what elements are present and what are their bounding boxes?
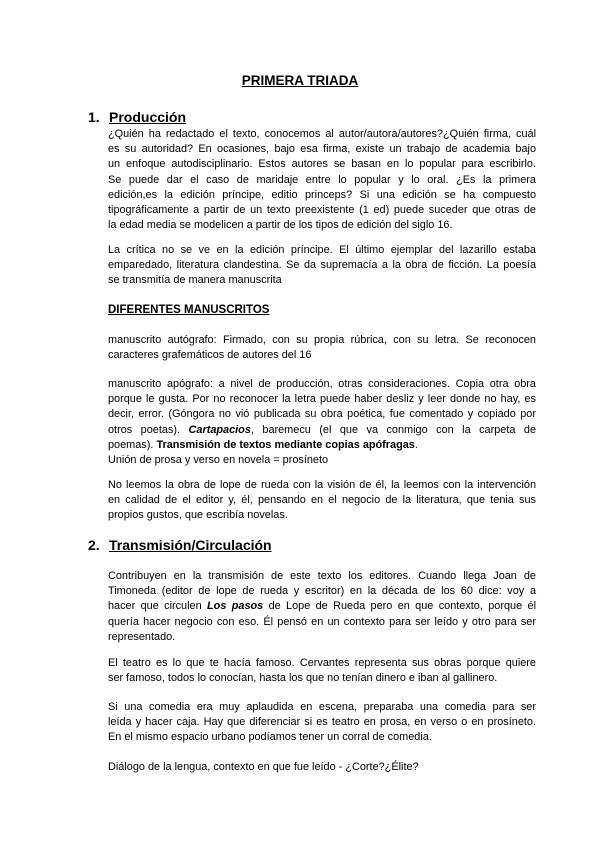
text-line: tipográficamente a partir de un texto preexistente (1 ed) puede suceder que otras de [108,204,536,217]
text-line: El teatro es lo que te hacía famoso. Cervantes representa sus obras porque quiere [108,657,536,669]
text-line: manuscrito apógrafo: a nivel de producción, otras consideraciones. Copia otra obra [108,378,536,390]
text-line: La crítica no se ve en la edición príncipe. El último ejemplar del lazarillo estaba [108,244,536,256]
text-run: poemas). [108,438,154,451]
text-line: Si una comedia era muy aplaudida en escena, preparaba una comedia para ser [108,701,536,713]
text-line: Se puede dar el caso de maridaje entre lo popular y lo oral. ¿Es la primera [108,173,536,186]
text-line: la edad media se modelicen a partir de los tipos de edición del siglo 16. [108,219,453,232]
section-label: Transmisión/Circulación [109,537,272,553]
text-line [108,423,536,438]
section-heading-produccion [88,109,186,125]
paragraph-produccion [108,127,536,233]
text-run: otros poetas). [108,423,181,436]
emphasis-los-pasos: Los pasos [207,600,264,613]
section-label: Producción [109,109,187,125]
text-line: caracteres grafemáticos de autores del 16 [108,349,312,362]
text-line: representado. [108,630,176,643]
bold-transmision: Transmisión de textos mediante copias apófragas [156,438,415,451]
text-line: Diálogo de la lengua, contexto en que fue leído - ¿Corte?¿Élite? [108,761,419,773]
text-run: de Lope de Rueda pero en que contexto, porque él [268,600,536,613]
subheading-manuscritos: DIFERENTES MANUSCRITOS [108,304,270,316]
text-line: es su autoridad? En ocasiones, bajo esa firma, existe un trabajo de academia bajo [108,143,536,156]
text-line: En el mismo espacio urbano podíamos tener un corral de comedia. [108,731,432,744]
text-line: emparedado, literatura clandestina. Se da supremacía a la obra de ficción. La poesía [108,259,536,272]
text-line: Contribuyen en la transmisión de este texto los editores. Cuando llega Joan de [108,570,536,582]
text-line: Timoneda (editor de lope de rueda y escritor) en la década de los 60 dice: voy a [108,585,536,598]
text-line: decir, error. (Góngora no vió publicada su obra poética, fue comentado y copiado por [108,408,536,421]
text-line: porque le gusta. Por no reconocer la letra puede haber desliz y leer donde no hay, es [108,393,536,406]
paragraph-teatro [108,656,536,686]
text-line [108,599,536,614]
paragraph-autografo [108,333,536,363]
section-number: 1. [88,109,100,125]
text-line: se transmitía de manera manuscrita [108,274,282,287]
paragraph-apografo [108,377,536,468]
text-line: No leemos la obra de lope de rueda con la visión de él, la leemos con la intervención [108,479,536,491]
paragraph-critica [108,243,536,289]
text-run: hacer que circulen [108,600,202,613]
text-line: quería hacer negocio con eso. Él pensó en un contexto para ser leído y otro para ser [108,615,536,628]
text-line: Unión de prosa y verso en novela = prosíneto [108,454,329,467]
text-line: manuscrito autógrafo: Firmado, con su propia rúbrica, con su letra. Se reconocen [108,334,536,346]
text-run: , baremecu (el que va conmigo con la carpeta de [250,423,537,436]
section-number: 2. [88,537,100,553]
text-line: un enfoque autodisciplinario. Estos autores se basan en lo popular para escribirlo. [108,158,536,171]
text-line: leída y hacer caja. Hay que diferenciar si es teatro en prosa, en verso o en prosíneto. [108,716,536,729]
text-line: ¿Quién ha redactado el texto, conocemos al autor/autora/autores?¿Quién firma, cuál [108,128,536,140]
text-line: en calidad de el editor y, él, pensando en el negocio de la literatura, que tenia sus [108,494,536,507]
emphasis-cartapacios: Cartapacios [188,423,251,436]
text-run: . [414,438,418,451]
text-line: ser famoso, todos lo conocían, hasta los que no tenían dinero e iban al gallinero. [108,672,498,685]
paragraph-dialogo [108,760,536,775]
section-heading-transmision [88,537,272,553]
paragraph-comedia [108,700,536,746]
paragraph-lope-rueda [108,478,536,524]
text-line [108,438,536,453]
text-line: propios gustos, que escribía novelas. [108,509,288,522]
page-title: PRIMERA TRIADA [241,73,359,88]
paragraph-editores [108,569,536,645]
text-line: edición,es la edición príncipe, editio princeps? Si una edición se ha compuesto [108,188,536,201]
